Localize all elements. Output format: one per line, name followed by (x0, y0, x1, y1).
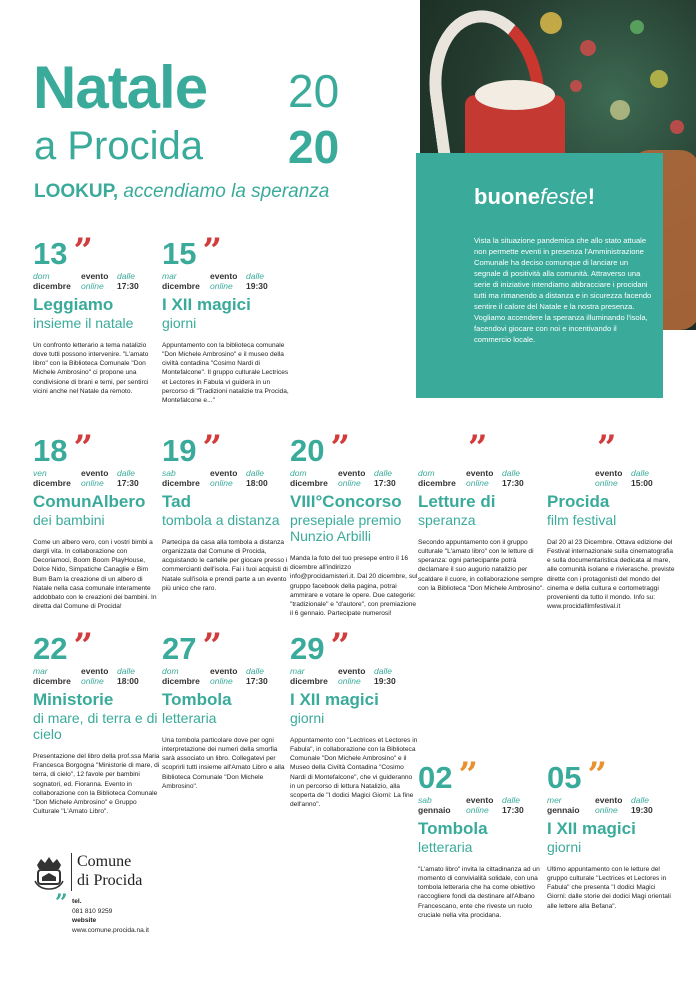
event-block (33, 626, 161, 816)
event-month: dicembre (162, 676, 200, 686)
event-description: Appuntamento con la biblioteca comunale "Don Michele Ambrosino" e il museo della civiltà contadina "Cosimo Nardi di Montefalcone". Il gruppo culturale Lectrices et Lectores in Fabula vi guiderà in un percorso di "Tradizioni natalizie tra Procida, Montefalcone e..." (162, 341, 289, 405)
event-date (33, 231, 161, 271)
event-from: dalle (502, 795, 520, 805)
event-type: evento (210, 271, 238, 281)
event-subtitle: tombola a distanza (162, 511, 280, 528)
event-time: 19:30 (631, 805, 653, 815)
event-time: 19:30 (374, 676, 396, 686)
title-natale: Natale (33, 54, 208, 121)
logo-divider (71, 853, 72, 891)
event-subtitle: di mare, di terra e di cielo (33, 709, 158, 742)
event-title: Procida (547, 492, 610, 511)
event-weekday: dom (290, 468, 307, 478)
event-date (547, 428, 675, 468)
event-description: Un confronto letterario a tema natalizio dove tutti possono intervenire. "L'amato libro" con la Biblioteca Comunale "Don Michele Ambrosino" ci propone una condivisione di brani e temi, per sentirci vicini anche nel Natale da remoto. (33, 341, 149, 395)
event-block (162, 231, 290, 405)
event-block (162, 428, 290, 593)
event-subtitle: letteraria (418, 838, 473, 855)
comune-name-line2: di Procida (77, 872, 143, 889)
event-time: 18:00 (117, 676, 139, 686)
event-weekday: ven (33, 468, 47, 478)
year-bottom: 20 (288, 121, 340, 173)
event-time: 17:30 (117, 478, 139, 488)
event-online: online (595, 805, 618, 815)
event-from: dalle (502, 468, 520, 478)
event-subtitle: giorni (162, 314, 197, 331)
event-day: 29 (290, 631, 325, 666)
event-day: 27 (162, 631, 197, 666)
event-type: evento (466, 795, 494, 805)
event-block (547, 428, 675, 612)
event-title: Tad (162, 492, 191, 511)
quote-icon: ” (55, 890, 68, 916)
crest-icon (33, 855, 65, 891)
event-from: dalle (246, 271, 264, 281)
event-day: 05 (547, 760, 582, 795)
quote-icon: ” (330, 428, 351, 468)
event-type: evento (466, 468, 494, 478)
event-type: evento (210, 468, 238, 478)
event-date (162, 231, 290, 271)
event-title: I XII magici (547, 819, 636, 838)
event-weekday: mar (290, 666, 305, 676)
greeting-text: Vista la situazione pandemica che allo stato attuale non permette eventi in presenza l'Amministrazione Comunale ha deciso comunque di lanciare un segnale di positività alla comunità. Attraverso una serie di iniziative intendiamo abbracciare i procidani tutti ma rimanendo a distanza e in sicurezza facendo sentire il calore del Natale e la nostra presenza. Vogliamo accendere la speranza illuminando l'isola, facendovi giocare con noi e incentivando il commercio locale. (474, 236, 652, 344)
event-type: evento (210, 666, 238, 676)
event-meta (33, 667, 161, 687)
event-title: Leggiamo (33, 295, 114, 314)
event-title: Tombola (162, 690, 232, 709)
event-from: dalle (631, 795, 649, 805)
event-meta (290, 469, 418, 489)
event-weekday: mar (162, 271, 177, 281)
event-online: online (466, 478, 489, 488)
event-title: I XII magici (162, 295, 251, 314)
cream (475, 80, 555, 110)
event-type: evento (338, 666, 366, 676)
quote-icon: ” (330, 626, 351, 666)
contact-info (72, 897, 149, 935)
event-description: Una tombola particolare dove per ogni interpretazione dei numeri della smorfia sarà associato un libro. Collegatevi per scoprirli tutti insieme all'Amato Libro e alla Biblioteca Comunale "Don Michele Ambrosino". (162, 736, 285, 790)
event-description: Manda la foto del tuo presepe entro il 16 dicembre all'indirizzo info@procidamisteri.it. Dal 20 dicembre, sul gruppo facebook della pagina, potrai ammirare e votare le opere. Due categorie: "tradizionale" e "d'autore", con premiazione il 6 gennaio. Partecipate numerosi! (290, 554, 418, 618)
event-title: ComunAlbero (33, 492, 146, 511)
event-weekday: dom (33, 271, 50, 281)
event-time: 17:30 (246, 676, 268, 686)
event-description: Dal 20 al 23 Dicembre. Ottava edizione del Festival internazionale sulla cinematografia e sulla documentaristica dedicata al mare, alle comunità isolane e rivierasche. previste dirette con i protagonisti del mondo del cinema e della cultura e cortometraggi provenienti da tutto il mondo. Info su: www.procidafilmfestival.it (547, 538, 675, 611)
event-subtitle: presepiale premio Nunzio Arbilli (290, 511, 402, 544)
event-block (418, 428, 546, 593)
quote-icon: ” (73, 231, 94, 271)
event-date (33, 626, 161, 666)
event-block (290, 428, 418, 618)
event-day: 02 (418, 760, 453, 795)
event-type: evento (81, 666, 109, 676)
event-date (547, 755, 675, 795)
quote-icon: ” (458, 755, 479, 795)
event-type: evento (338, 468, 366, 478)
event-type: evento (595, 468, 623, 478)
event-subtitle: giorni (547, 838, 582, 855)
website-link[interactable]: www.comune.procida.na.it (72, 926, 149, 934)
event-time: 17:30 (374, 478, 396, 488)
event-type: evento (81, 468, 109, 478)
event-subtitle: giorni (290, 709, 325, 726)
event-month: gennaio (547, 805, 580, 815)
event-title: I XII magici (290, 690, 379, 709)
event-month: dicembre (290, 676, 328, 686)
event-title: Letture di (418, 492, 496, 511)
event-online: online (595, 478, 618, 488)
event-type: evento (595, 795, 623, 805)
event-month: dicembre (162, 281, 200, 291)
event-date (33, 428, 161, 468)
event-month: gennaio (418, 805, 451, 815)
event-time: 17:30 (117, 281, 139, 291)
event-online: online (210, 478, 233, 488)
event-date (290, 428, 418, 468)
event-weekday: sab (418, 795, 432, 805)
greeting-box (416, 153, 663, 398)
event-day: 22 (33, 631, 68, 666)
event-date (418, 755, 546, 795)
event-online: online (210, 676, 233, 686)
event-meta (162, 469, 290, 489)
event-day: 13 (33, 236, 68, 271)
event-subtitle: dei bambini (33, 511, 105, 528)
event-online: online (466, 805, 489, 815)
event-online: online (81, 676, 104, 686)
event-day: 19 (162, 433, 197, 468)
event-type: evento (81, 271, 109, 281)
quote-icon: ” (202, 428, 223, 468)
event-month: dicembre (162, 478, 200, 488)
website-label: website (72, 917, 97, 925)
quote-icon: ” (202, 626, 223, 666)
event-online: online (81, 281, 104, 291)
event-meta (418, 796, 546, 816)
event-block (547, 755, 675, 911)
event-time: 17:30 (502, 805, 524, 815)
event-weekday: sab (162, 468, 176, 478)
event-title: VIII°Concorso (290, 492, 402, 511)
event-description: Come un albero vero, con i vostri bimbi a dargli vita. In collaborazione con Decoriamoci, Boom Boom PlayHouse, Dolce Nido, Simpatiche Canaglie e Bim Bum Bam la creazione di un albero di Natale nella casa comunale interamente addobbato con le creazioni dei bambini. In diretta dal Comune di Procida! (33, 538, 157, 611)
event-month: dicembre (33, 676, 71, 686)
event-block (33, 231, 161, 396)
event-from: dalle (374, 666, 392, 676)
quote-icon: ” (73, 428, 94, 468)
event-subtitle: film festival (547, 511, 617, 528)
comune-name-line1: Comune (77, 853, 132, 870)
event-meta (33, 469, 161, 489)
event-time: 19:30 (246, 281, 268, 291)
buone-feste-title: buonefeste! (474, 184, 596, 209)
event-month: dicembre (33, 281, 71, 291)
event-description: Ultimo appuntamento con le letture del gruppo culturale "Lectrices et Lectores in Fabula" che presenta "I dodici Magici Giorni: dalle storie dei dodici Magi orientali alle lettere alla Befana". (547, 865, 671, 910)
event-weekday: mer (547, 795, 562, 805)
event-date (162, 626, 290, 666)
quote-icon: ” (202, 231, 223, 271)
event-online: online (210, 281, 233, 291)
event-from: dalle (246, 468, 264, 478)
event-time: 15:00 (631, 478, 653, 488)
subtitle: LOOKUP, accendiamo la speranza (34, 181, 330, 202)
event-day: 18 (33, 433, 68, 468)
event-meta (547, 469, 675, 489)
event-day: 20 (290, 433, 325, 468)
event-date (418, 428, 546, 468)
event-month: dicembre (290, 478, 328, 488)
event-meta (290, 667, 418, 687)
event-month: dicembre (418, 478, 456, 488)
event-meta (33, 272, 161, 292)
event-subtitle: insieme il natale (33, 314, 134, 331)
event-description: Secondo appuntamento con il gruppo culturale "L'amato libro" con le letture di speranza: ogni partecipante potrà declamare il suo augurio natalizio per scaldare il cuore, in collaborazione sempre con la Biblioteca "Don Michele Ambrosino". (418, 538, 544, 592)
event-weekday: dom (418, 468, 435, 478)
event-time: 17:30 (502, 478, 524, 488)
event-description: Presentazione del libro della prof.ssa Maria Francesca Borgogna "Ministorie di mare, di terra, di cielo", 12 favole per bambini sognatori, ed. Fioranna. Evento in collaborazione con la Biblioteca Comunale "Don Michele Ambrosino" e Gruppo Culturale "L'Amato Libro". (33, 752, 160, 816)
title-procida: a Procida (34, 124, 203, 168)
quote-icon: ” (468, 428, 488, 468)
event-title: Ministorie (33, 690, 114, 709)
event-from: dalle (117, 468, 135, 478)
event-weekday: mar (33, 666, 48, 676)
event-online: online (338, 676, 361, 686)
event-date (290, 626, 418, 666)
quote-icon: ” (73, 626, 94, 666)
event-block (162, 626, 290, 791)
event-from: dalle (631, 468, 649, 478)
event-description: "L'amato libro" invita la cittadinanza ad un momento di convivialità solidale, con una tombola letteraria che ha come obiettivo raccogliere fondi da destinare all'Albano Francescano, ente che riveste un ruolo cruciale nella vita procidana. (418, 865, 540, 919)
quote-icon: ” (587, 755, 608, 795)
event-time: 18:00 (246, 478, 268, 488)
event-meta (162, 667, 290, 687)
event-meta (547, 796, 675, 816)
quote-icon: ” (597, 428, 617, 468)
event-online: online (338, 478, 361, 488)
event-from: dalle (117, 271, 135, 281)
event-weekday: dom (162, 666, 179, 676)
event-description: Appuntamento con "Lectrices et Lectores in Fabula", in collaborazione con la Biblioteca Comunale "Don Michele Ambrosino" e il Museo della Civiltà Contadina "Cosimo Nardi di Montefalcone", che vi guideranno in un percorso di lettura Natalizio, alla scoperta de "I dodici Magici Giorni: La fine dell'anno". (290, 736, 418, 809)
event-subtitle: speranza (418, 511, 476, 528)
event-block (33, 428, 161, 612)
event-day: 15 (162, 236, 197, 271)
event-date (162, 428, 290, 468)
event-from: dalle (374, 468, 392, 478)
event-meta (162, 272, 290, 292)
event-online: online (81, 478, 104, 488)
event-meta (418, 469, 546, 489)
year-top: 20 (288, 65, 340, 117)
event-block (418, 755, 546, 920)
event-title: Tombola (418, 819, 488, 838)
event-block (290, 626, 418, 810)
event-from: dalle (117, 666, 135, 676)
event-subtitle: letteraria (162, 709, 217, 726)
event-from: dalle (246, 666, 264, 676)
event-month: dicembre (33, 478, 71, 488)
tel-number: 081 810 9259 (72, 907, 113, 915)
event-description: Partecipa da casa alla tombola a distanza organizzata dal Comune di Procida, acquistando le cartelle per giocare presso i commercianti dell'isola. Fai i tuoi acquisti di Natale sull'isola e prendi parte a un evento più unico che raro. (162, 538, 288, 592)
tel-label: tel. (72, 898, 82, 905)
